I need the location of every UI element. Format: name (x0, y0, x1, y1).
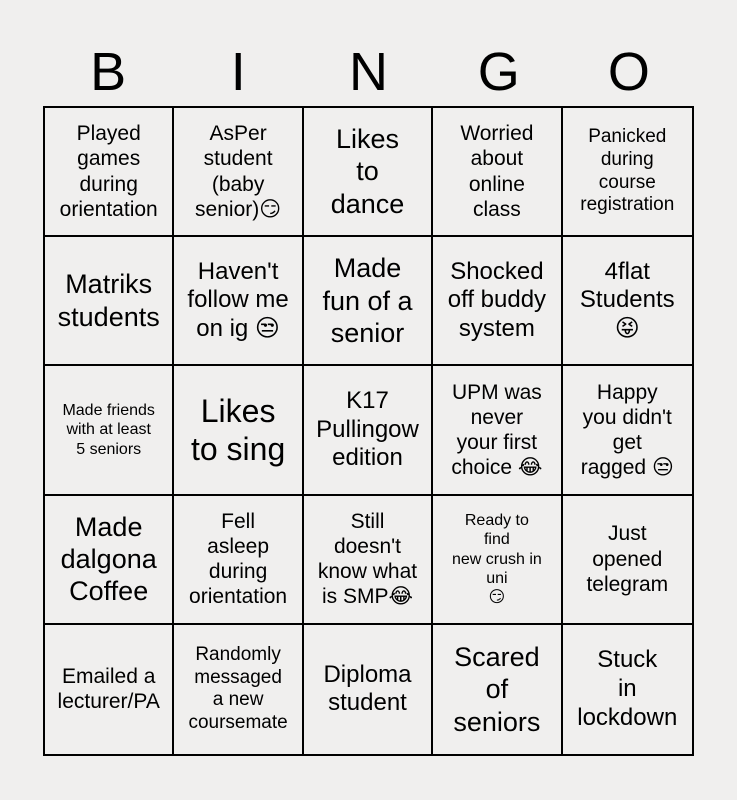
header-letter-g: G (477, 42, 520, 102)
cell-text: Emailed a lecturer/PA (57, 665, 160, 714)
cell-text: Fell asleep during orientation (189, 509, 288, 609)
cell-text: K17 Pullingow edition (316, 386, 419, 472)
bingo-cell[interactable] (563, 366, 692, 495)
header-letter-b: B (90, 42, 127, 102)
bingo-cell[interactable] (433, 496, 562, 625)
bingo-cell[interactable] (433, 237, 562, 366)
bingo-board (43, 106, 694, 756)
cell-text: Made dalgona Coffee (60, 511, 157, 607)
bingo-cell[interactable] (433, 108, 562, 237)
cell-text: Shocked off buddy system (447, 257, 547, 343)
bingo-cell[interactable] (304, 366, 433, 495)
cell-text: Played games during orientation (59, 122, 158, 221)
cell-text: Worried about online class (460, 122, 534, 221)
bingo-cell[interactable] (563, 496, 692, 625)
cell-text: Likes to dance (330, 124, 405, 219)
cell-text: Randomly messaged a new coursemate (188, 643, 288, 734)
bingo-cell[interactable] (174, 237, 303, 366)
cell-text: Just opened telegram (586, 522, 669, 596)
cell-text: Still doesn't know what is SMP😂 (317, 509, 418, 609)
cell-text: Haven't follow me on ig 😒 (187, 257, 289, 343)
bingo-cell[interactable] (433, 625, 562, 754)
cell-text: Made fun of a senior (322, 253, 413, 348)
bingo-cell[interactable] (45, 108, 174, 237)
cell-text: 4flat Students 😝 (579, 257, 675, 343)
bingo-cell[interactable] (174, 366, 303, 495)
bingo-cell[interactable] (45, 496, 174, 625)
cell-text: Happy you didn't get ragged 😒 (580, 380, 674, 480)
cell-text: Stuck in lockdown (577, 646, 678, 731)
cell-text: Panicked during course registration (580, 126, 675, 216)
cell-text: AsPer student (baby senior)😏 (195, 122, 282, 221)
bingo-cell[interactable] (174, 496, 303, 625)
bingo-cell[interactable] (45, 237, 174, 366)
bingo-cell[interactable] (304, 237, 433, 366)
header-letter-i: I (230, 42, 246, 102)
bingo-cell[interactable] (304, 108, 433, 237)
bingo-header (43, 40, 694, 104)
bingo-cell[interactable] (174, 625, 303, 754)
cell-text: UPM was never your first choice 😂 (451, 380, 543, 480)
bingo-cell[interactable] (563, 237, 692, 366)
bingo-cell[interactable] (433, 366, 562, 495)
header-letter-o: O (607, 42, 650, 102)
cell-text: Made friends with at least 5 seniors (62, 402, 155, 458)
bingo-cell[interactable] (304, 496, 433, 625)
header-letter-n: N (349, 42, 388, 102)
cell-text: Diploma student (323, 660, 412, 717)
cell-text: Matriks students (57, 269, 160, 332)
cell-text: Likes to sing (190, 392, 286, 467)
bingo-cell[interactable] (304, 625, 433, 754)
bingo-cell[interactable] (45, 625, 174, 754)
bingo-cell[interactable] (45, 366, 174, 495)
bingo-cell[interactable] (563, 625, 692, 754)
bingo-cell[interactable] (563, 108, 692, 237)
cell-text: Scared of seniors (453, 641, 541, 737)
cell-text: Ready to find new crush in uni 😏 (451, 512, 542, 606)
bingo-cell[interactable] (174, 108, 303, 237)
